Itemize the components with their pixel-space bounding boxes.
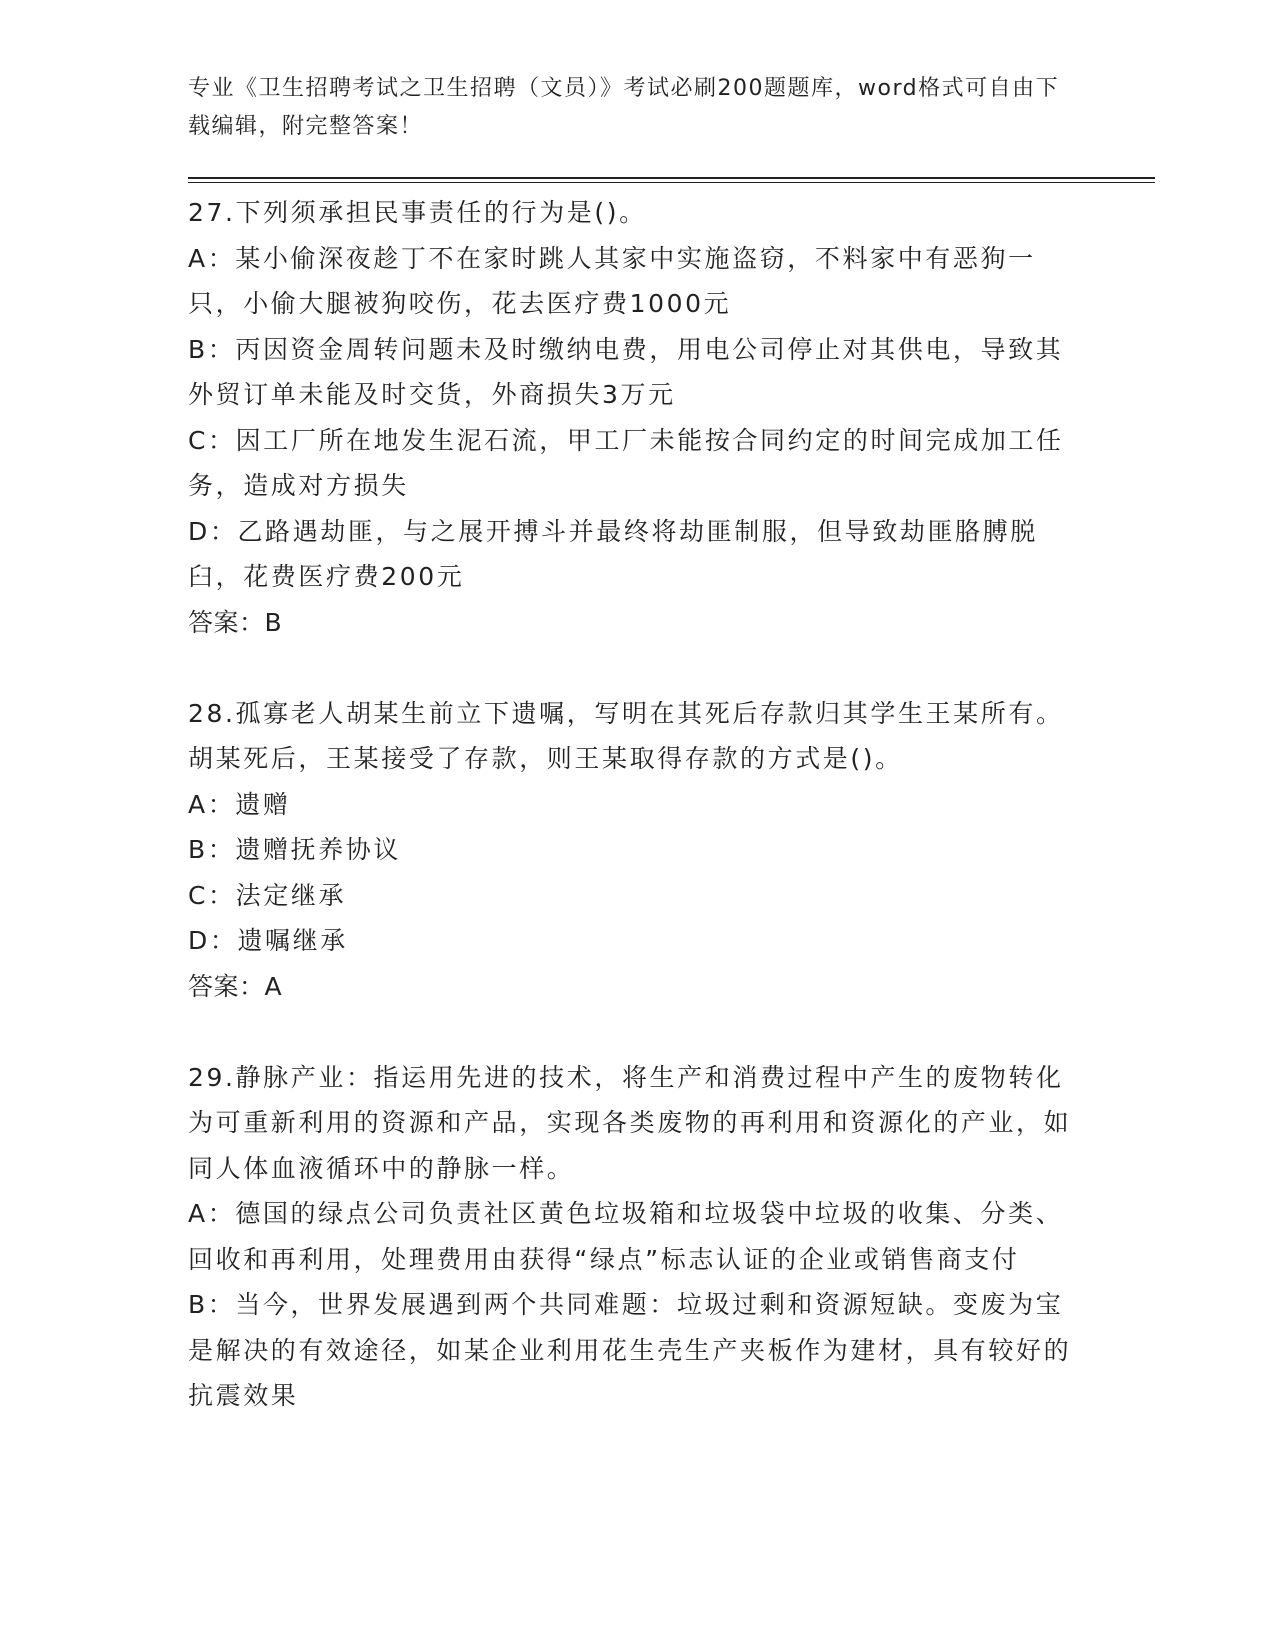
header-divider-thick [188,177,1155,179]
answer-line: 答案：A [188,971,283,1001]
question-28 [188,691,1073,1010]
option-b: B：遗赠抚养协议 [188,835,401,864]
question-stem: 29.静脉产业：指运用先进的技术，将生产和消费过程中产生的废物转化为可重新利用的资源和产品，实现各类废物的再利用和资源化的产业，如同人体血液循环中的静脉一样。 [188,1062,1072,1183]
spacer [188,1009,1073,1055]
option-d: D：遗嘱继承 [188,926,348,955]
option-c: C：因工厂所在地发生泥石流，甲工厂未能按合同约定的时间完成加工任务，造成对方损失 [188,425,1064,500]
question-27 [188,190,1073,645]
option-d: D：乙路遇劫匪，与之展开搏斗并最终将劫匪制服，但导致劫匪胳膊脱臼，花费医疗费200元 [188,516,1038,591]
option-a: A：某小偷深夜趁丁不在家时跳人其家中实施盗窃，不料家中有恶狗一只，小偷大腿被狗咬伤，花去医疗费1000元 [188,243,1036,318]
question-stem: 28.孤寡老人胡某生前立下遗嘱，写明在其死后存款归其学生王某所有。胡某死后，王某接受了存款，则王某取得存款的方式是()。 [188,698,1064,773]
option-a: A：遗赠 [188,789,291,819]
header-divider-thin [188,182,1155,183]
spacer [188,645,1073,691]
answer-line: 答案：B [188,607,283,637]
option-a: A：德国的绿点公司负责社区黄色垃圾箱和垃圾袋中垃圾的收集、分类、回收和再利用，处理费用由获得“绿点”标志认证的企业或销售商支付 [188,1199,1064,1274]
option-c: C：法定继承 [188,880,347,910]
question-list [188,190,1073,1419]
question-stem: 27.下列须承担民事责任的行为是()。 [188,198,647,227]
option-b: B：当今，世界发展遇到两个共同难题：垃圾过剩和资源短缺。变废为宝是解决的有效途径，如某企业利用花生壳生产夹板作为建材，具有较好的抗震效果 [188,1290,1072,1410]
question-29 [188,1055,1073,1419]
page-header: 专业《卫生招聘考试之卫生招聘（文员）》考试必刷200题题库，word格式可自由下载编辑，附完整答案！ [188,76,1060,139]
option-b: B：丙因资金周转问题未及时缴纳电费，用电公司停止对其供电，导致其外贸订单未能及时交货，外商损失3万元 [188,334,1064,409]
